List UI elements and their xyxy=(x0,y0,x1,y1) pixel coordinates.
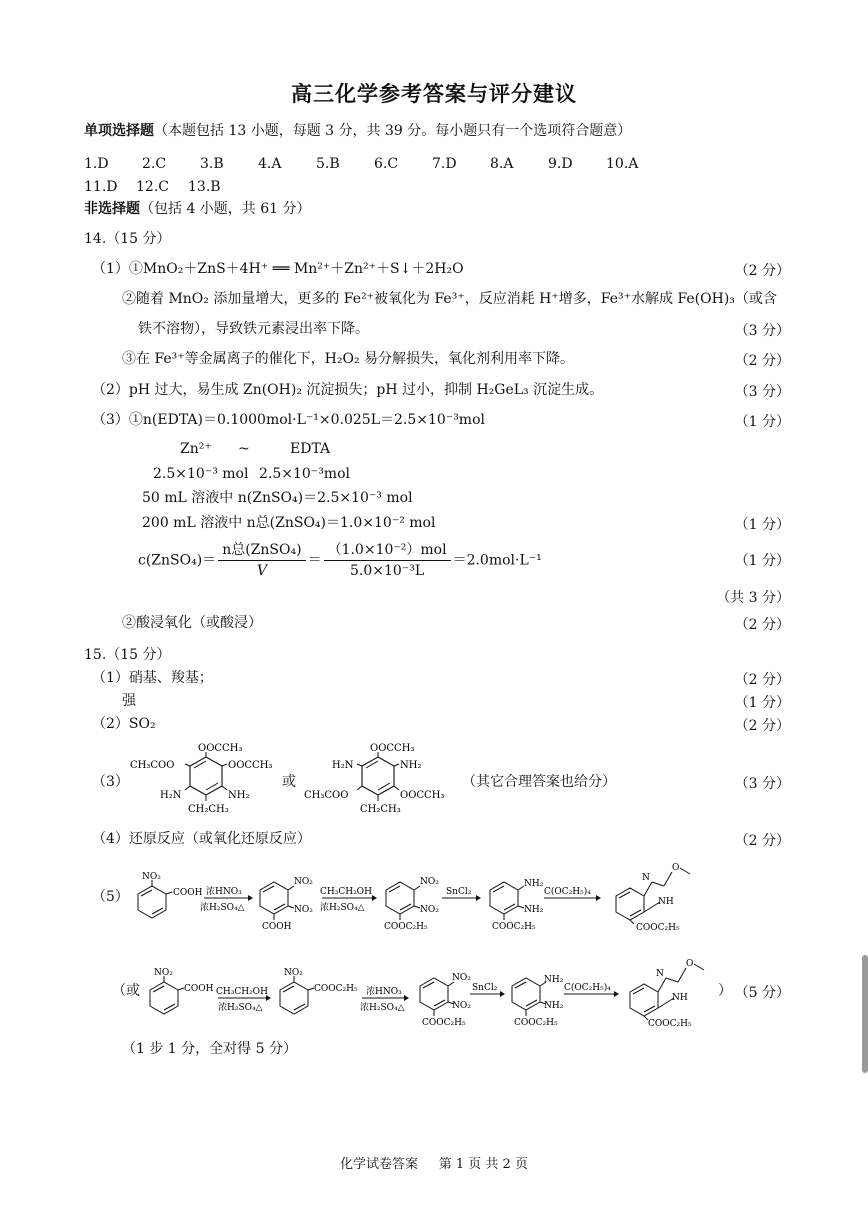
answer-item: 4.A xyxy=(258,156,282,172)
answer-item: 5.B xyxy=(316,156,340,172)
conc-fraction-2 xyxy=(324,540,451,581)
r1-a-cooh: COOH xyxy=(173,888,203,898)
q14-part1b-score: （3 分） xyxy=(734,323,790,339)
r1-arrow2-bottom: 浓H₂SO₄△ xyxy=(320,903,365,913)
answer-item: 11.D xyxy=(84,179,118,195)
q15-part3-or: 或 xyxy=(282,774,296,790)
answer-item: 10.A xyxy=(606,156,639,172)
section1-heading: 单项选择题 xyxy=(84,123,154,139)
r1-p-n: N xyxy=(642,873,650,883)
q15-part5-alt-close: ） xyxy=(718,983,732,999)
section1-desc: （本题包括 13 小题，每题 3 分，共 39 分。每小题只有一个选项符合题意） xyxy=(154,123,632,139)
q14-part2-score: （3 分） xyxy=(734,384,790,400)
answer-item: 8.A xyxy=(490,156,514,172)
r1-d-nh2-bottom: NH₂ xyxy=(524,905,544,915)
section1-header xyxy=(84,122,631,140)
q14-part1c: ③在 Fe³⁺等金属离子的催化下，H₂O₂ 易分解损失，氧化剂利用率下降。 xyxy=(122,351,575,367)
answer-item: 7.D xyxy=(432,156,457,172)
q14-concentration xyxy=(138,540,542,581)
s2-bottom-left: CH₃COO xyxy=(304,790,349,801)
q15-part5-label: （5） xyxy=(92,889,129,905)
page-title: 高三化学参考答案与评分建议 xyxy=(291,81,577,106)
q14-part3a-score: （1 分） xyxy=(734,414,790,430)
s1-left: CH₃COO xyxy=(130,760,175,771)
answers-row-2 xyxy=(84,178,240,196)
r2-d-cooet: COOC₂H₅ xyxy=(514,1018,558,1028)
conc-left: c(ZnSO₄)＝ xyxy=(138,552,217,569)
q14-label: 14.（15 分） xyxy=(84,231,171,247)
q15-part5-note: （1 步 1 分，全对得 5 分） xyxy=(122,1041,297,1057)
q15-part1b: 强 xyxy=(122,693,136,709)
conc-den-2: 5.0×10⁻³L xyxy=(350,563,425,579)
q15-part5-alt-open: （或 xyxy=(112,983,140,999)
q14-part1a: （1）①MnO₂＋ZnS＋4H⁺ ══ Mn²⁺＋Zn²⁺＋S↓＋2H₂O xyxy=(92,261,464,277)
r1-arrow2-top: CH₃CH₂OH xyxy=(320,887,372,897)
r2-c-no2-top: NO₂ xyxy=(452,973,471,983)
r1-arrow4-top: C(OC₂H₅)₄ xyxy=(544,887,591,897)
r1-b-no2-bottom: NO₂ xyxy=(294,905,313,915)
r1-d-nh2-top: NH₂ xyxy=(524,879,544,889)
q15-part3-score: （3 分） xyxy=(734,776,790,792)
q15-part3-label: （3） xyxy=(92,774,129,790)
r2-c-cooet: COOC₂H₅ xyxy=(422,1018,466,1028)
q15-label: 15.（15 分） xyxy=(84,647,171,663)
q15-part2-score: （2 分） xyxy=(734,718,790,734)
r1-p-o: O xyxy=(672,863,680,873)
q14-part1b-line2: 铁不溶物），导致铁元素浸出率下降。 xyxy=(138,321,369,337)
q15-part2: （2）SO₂ xyxy=(92,716,156,732)
s1-bottom: CH₂CH₃ xyxy=(188,804,229,815)
q14-relation-value-b: 2.5×10⁻³mol xyxy=(259,466,350,482)
q14-part1c-score: （2 分） xyxy=(734,353,790,369)
conc-num-2: （1.0×10⁻²）mol xyxy=(324,540,451,561)
conc-eq: ＝ xyxy=(307,552,322,569)
r1-c-cooet: COOC₂H₅ xyxy=(384,922,428,932)
q14-relation-tilde: ~ xyxy=(238,441,250,457)
q14-part3b: ②酸浸氧化（或酸浸） xyxy=(122,615,262,631)
r1-arrow3-top: SnCl₂ xyxy=(446,887,472,897)
answer-item: 13.B xyxy=(188,179,221,195)
r2-p-cooet: COOC₂H₅ xyxy=(648,1019,692,1029)
structure-1-diagram xyxy=(128,742,278,822)
s2-top: OOCCH₃ xyxy=(370,743,415,754)
section2-header xyxy=(84,200,311,218)
r1-c-no2-top: NO₂ xyxy=(420,877,439,887)
q14-part3b-score: （2 分） xyxy=(734,617,790,633)
answer-item: 6.C xyxy=(374,156,399,172)
r1-p-nh: NH xyxy=(658,897,674,907)
q15-part4: （4）还原反应（或氧化还原反应） xyxy=(92,831,311,847)
section2-desc: （包括 4 小题，共 61 分） xyxy=(140,201,311,217)
q15-part1: （1）硝基、羧基； xyxy=(92,670,213,686)
footer-page-number: 第 1 页 共 2 页 xyxy=(438,1157,528,1172)
s2-bottom: CH₂CH₃ xyxy=(360,804,401,815)
section2-heading: 非选择题 xyxy=(84,201,140,217)
r2-c-no2-bottom: NO₂ xyxy=(452,1001,471,1011)
q14-part1a-score: （2 分） xyxy=(734,263,790,279)
r2-p-o: O xyxy=(686,959,694,969)
answer-item: 9.D xyxy=(548,156,573,172)
q15-part1-score: （2 分） xyxy=(734,672,790,688)
q14-relation-value-a: 2.5×10⁻³ mol xyxy=(153,466,249,482)
s2-top-left: H₂N xyxy=(332,760,354,771)
page-footer xyxy=(0,1153,868,1172)
q14-part1b-line1: ②随着 MnO₂ 添加量增大，更多的 Fe²⁺被氧化为 Fe³⁺，反应消耗 H⁺增多，Fe³⁺水解成 Fe(OH)₃（或含 xyxy=(122,291,777,307)
r2-a-cooh: COOH xyxy=(184,984,214,994)
q14-part2: （2）pH 过大，易生成 Zn(OH)₂ 沉淀损失；pH 过小，抑制 H₂GeL₃ 沉淀生成。 xyxy=(92,382,604,398)
s2-top-right: NH₂ xyxy=(400,760,422,771)
q14-50ml-line: 50 mL 溶液中 n(ZnSO₄)＝2.5×10⁻³ mol xyxy=(142,490,413,506)
r2-arrow2-bottom: 浓H₂SO₄△ xyxy=(360,1003,405,1013)
s2-bottom-right: OOCCH₃ xyxy=(400,790,445,801)
answer-item: 2.C xyxy=(142,156,167,172)
q14-relation-zn: Zn²⁺ xyxy=(180,441,212,457)
q14-concentration-score: （1 分） xyxy=(734,553,790,569)
q15-part3-note: （其它合理答案也给分） xyxy=(462,774,616,790)
r2-arrow1-bottom: 浓H₂SO₄△ xyxy=(218,1003,263,1013)
synthesis-route-1-diagram xyxy=(120,862,720,938)
r2-b-no2: NO₂ xyxy=(284,968,303,978)
answers-row-1 xyxy=(84,155,664,173)
r2-p-n: N xyxy=(656,969,664,979)
r1-d-cooet: COOC₂H₅ xyxy=(492,922,536,932)
r1-b-cooh: COOH xyxy=(262,922,292,932)
q14-part3-total: （共 3 分） xyxy=(716,590,790,606)
q15-part5-score: （5 分） xyxy=(734,985,790,1001)
r2-b-cooet: COOC₂H₅ xyxy=(314,984,358,994)
answer-item: 12.C xyxy=(136,179,169,195)
conc-fraction-1 xyxy=(218,540,305,581)
s1-top: OOCCH₃ xyxy=(198,743,243,754)
conc-result: ＝2.0mol·L⁻¹ xyxy=(452,552,542,569)
q14-relation-edta: EDTA xyxy=(290,441,331,457)
footer-text: 化学试卷答案 xyxy=(340,1157,419,1172)
r1-arrow1-top: 浓HNO₃ xyxy=(206,887,242,897)
vertical-scrollbar[interactable] xyxy=(862,955,868,1073)
q15-part1b-score: （1 分） xyxy=(734,695,790,711)
q15-part4-score: （2 分） xyxy=(734,833,790,849)
synthesis-route-2-diagram xyxy=(136,958,716,1034)
q14-part3a: （3）①n(EDTA)＝0.1000mol·L⁻¹×0.025L＝2.5×10⁻³mol xyxy=(92,412,485,428)
q14-200ml-score: （1 分） xyxy=(734,517,790,533)
s1-right: OOCCH₃ xyxy=(228,760,273,771)
answer-item: 1.D xyxy=(84,156,109,172)
r2-arrow2-top: 浓HNO₃ xyxy=(366,987,402,997)
r2-p-nh: NH xyxy=(672,993,688,1003)
answer-item: 3.B xyxy=(200,156,224,172)
r2-d-nh2-bottom: NH₂ xyxy=(544,1001,564,1011)
s1-bottom-right: NH₂ xyxy=(228,790,250,801)
r2-arrow3-top: SnCl₂ xyxy=(472,983,498,993)
r2-arrow1-top: CH₃CH₂OH xyxy=(216,987,268,997)
r2-d-nh2-top: NH₂ xyxy=(544,975,564,985)
r1-a-no2: NO₂ xyxy=(142,872,161,882)
r1-c-no2-bottom: NO₂ xyxy=(420,905,439,915)
r1-p-cooet: COOC₂H₅ xyxy=(636,923,680,933)
s1-bottom-left: H₂N xyxy=(160,790,182,801)
r1-b-no2-top: NO₂ xyxy=(294,877,313,887)
r2-a-no2: NO₂ xyxy=(154,968,173,978)
conc-num-1: n总(ZnSO₄) xyxy=(218,540,305,561)
r2-arrow4-top: C(OC₂H₅)₄ xyxy=(564,983,611,993)
q14-200ml-line: 200 mL 溶液中 n总(ZnSO₄)＝1.0×10⁻² mol xyxy=(142,515,436,531)
conc-den-1: V xyxy=(256,563,267,579)
r1-arrow1-bottom: 浓H₂SO₄△ xyxy=(200,903,245,913)
structure-2-diagram xyxy=(300,742,450,822)
